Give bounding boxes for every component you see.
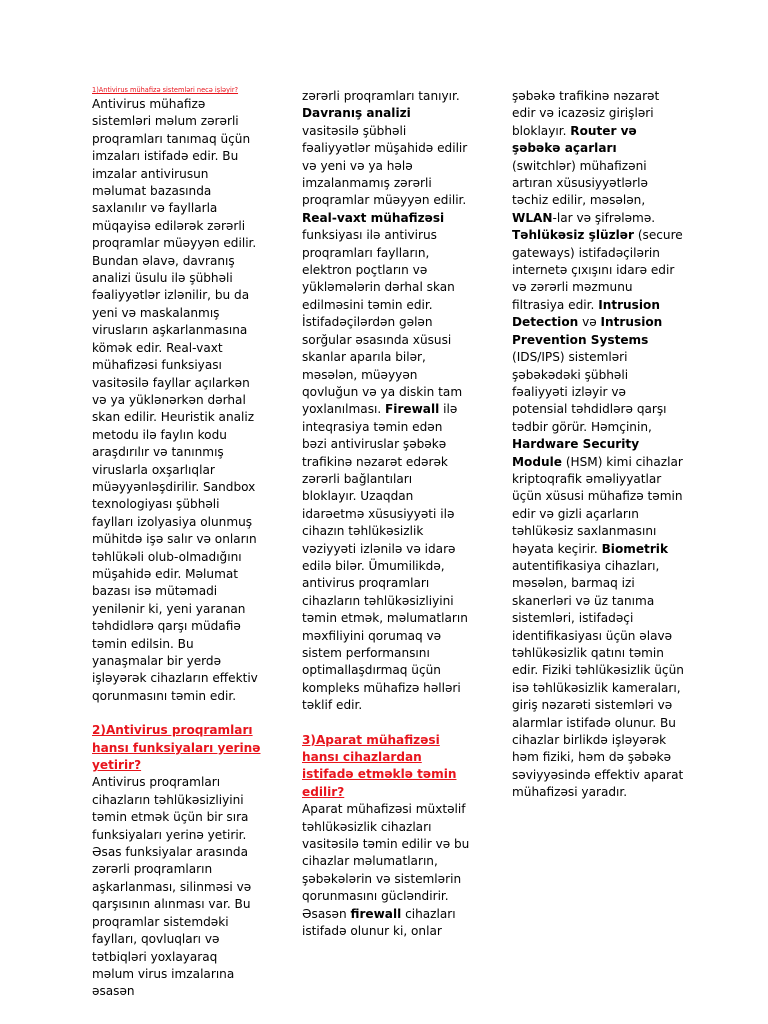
text-run: cihazları istifadə olunur ki, onlar	[302, 906, 456, 939]
text-run: və	[578, 315, 601, 330]
term-wlan: WLAN	[512, 210, 553, 225]
question-1-heading: 1)Antivirus mühafizə sistemləri necə işləyir?	[92, 86, 239, 94]
column-2	[302, 88, 470, 941]
text-run: zərərli proqramları tanıyır.	[302, 89, 460, 103]
term-biometric: Biometrik	[601, 541, 668, 556]
text-run: (IDS/IPS) sistemləri şəbəkədəki şübhəli fəaliyyəti izləyir və potensial təhdidlərə qarşı tədbir görür. Həmçinin,	[512, 350, 667, 434]
text-run: vasitəsilə şübhəli fəaliyyətlər müşahidə edilir və yeni və ya hələ imzalanmamış zərərli proqramlar müəyyən edilir.	[302, 123, 468, 208]
text-run: (secure gateways) istifadəçilərin internetə çıxışını idarə edir və zərərli məzmunu filtrasiya edir.	[512, 228, 683, 312]
column-1	[92, 86, 262, 1001]
answer-2-continued	[302, 88, 470, 210]
answer-2-realtime	[302, 210, 470, 715]
column-3	[512, 88, 684, 802]
text-run: ilə inteqrasiya təmin edən bəzi antiviruslar şəbəkə trafikinə nəzarət edərək zərərli bağlantıları bloklayır. Uzaqdan idarəetmə xüsusiyyəti ilə cihazın təhlükəsizlik vəziyyəti izlənilə və idarə edilə bilər. Ümumilikdə, antivirus proqramları cihazların təhlükəsizliyini təmin etmək, məlumatların məxfiliyini qorumaq və sistem performansını optimallaşdırmaq üçün kompleks mühafizə həlləri təklif edir.	[302, 402, 468, 713]
text-run: autentifikasiya cihazları, məsələn, barmaq izi skanerləri və üz tanıma sistemləri, istifadəçi identifikasiyası üçün əlavə təhlükəsizlik qatını təmin edir. Fiziki təhlükəsizlik üçün isə təhlükəsizlik kameraları, giriş nəzarəti sistemləri və alarmlar istifadə olunur. Bu cihazlar birlikdə işləyərək həm fiziki, həm də şəbəkə səviyyəsində effektiv aparat mühafizəsi yaradır.	[512, 558, 684, 800]
answer-3-continued	[512, 88, 684, 227]
answer-1-text: Antivirus mühafizə sistemləri məlum zərərli proqramları tanımaq üçün imzaları istifadə edir. Bu imzalar antivirusun məlumat bazasında saxlanılır və fayllarla müqayisə edilərək zərərli proqramlar müəyyən edilir. Bundan əlavə, davranış analizi üsulu ilə şübhəli fəaliyyətlər izlənilir, bu da yeni və maskalanmış virusların aşkarlanmasına kömək edir. Real-vaxt mühafizəsi funksiyası vasitəsilə fayllar açılarkən və ya yüklənərkən dərhal skan edilir. Heuristik analiz metodu ilə faylın kodu araşdırılır və tanınmış viruslarla oxşarlıqlar müəyyənləşdirilir. Sandbox texnologiyası şübhəli faylları izolyasiya olunmuş mühitdə işə salır və onların təhlükəli olub-olmadığını müşahidə edir. Məlumat bazası isə mütəmadi yenilənir ki, yeni yaranan təhdidlərə qarşı müdafiə təmin edilsin. Bu yanaşmalar bir yerdə işləyərək cihazların effektiv qorunmasını təmin edir.	[92, 97, 258, 703]
text-run: (switchlər) mühafizəni artıran xüsusiyyətlərlə təchiz edilir, məsələn,	[512, 158, 648, 208]
term-intrusion-prevention: Intrusion Prevention Systems	[512, 315, 663, 347]
text-run: -lar və şifrələmə.	[552, 210, 656, 225]
text-run: şəbəkə trafikinə nəzarət edir və icazəsiz girişləri bloklayır.	[512, 89, 660, 138]
term-hsm: Hardware Security Module	[512, 437, 640, 469]
term-behavior-analysis: Davranış analizi	[302, 106, 411, 121]
answer-3-text	[302, 801, 470, 940]
answer-2-text: Antivirus proqramları cihazların təhlükəsizliyini təmin etmək üçün bir sıra funksiyaları yerinə yetirir. Əsas funksiyalar arasında zərərli proqramların aşkarlanması, silinməsi və qarşısının alınması var. Bu proqramlar sistemdəki faylları, qovluqları və tətbiqləri yoxlayaraq məlum virus imzalarına əsasən	[92, 775, 252, 999]
answer-3-gateways	[512, 227, 684, 801]
term-router-switches: Router və şəbəkə açarları	[512, 123, 637, 156]
question-3-heading: 3)Aparat mühafizəsi hansı cihazlardan istifadə etməklə təmin edilir?	[302, 732, 457, 799]
term-intrusion-detection: Intrusion Detection	[512, 297, 660, 330]
term-firewall: Firewall	[385, 402, 440, 417]
term-firewall: firewall	[350, 906, 402, 921]
text-run: (HSM) kimi cihazlar kriptoqrafik əməliyyatlar üçün xüsusi mühafizə təmin edir və gizli açarların təhlükəsiz saxlanmasını həyata keçirir.	[512, 454, 683, 556]
term-secure-gateways: Təhlükəsiz şlüzlər	[512, 228, 634, 243]
term-realtime-protection: Real-vaxt mühafizəsi	[302, 210, 445, 225]
question-2-heading: 2)Antivirus proqramları hansı funksiyaları yerinə yetirir?	[92, 723, 261, 773]
text-run: funksiyası ilə antivirus proqramları faylların, elektron poçtların və yükləmələrin dərhal skan edilməsini təmin edir. İstifadəçilərdən gələn sorğular əsasında xüsusi skanlar aparıla bilər, məsələn, müəyyən qovluğun və ya diskin tam yoxlanılması.	[302, 228, 463, 417]
text-run: Aparat mühafizəsi müxtəlif təhlükəsizlik cihazları vasitəsilə təmin edilir və bu cihazlar məlumatların, şəbəkələrin və sistemlərin qorunmasını gücləndirir. Əsasən	[302, 802, 470, 921]
